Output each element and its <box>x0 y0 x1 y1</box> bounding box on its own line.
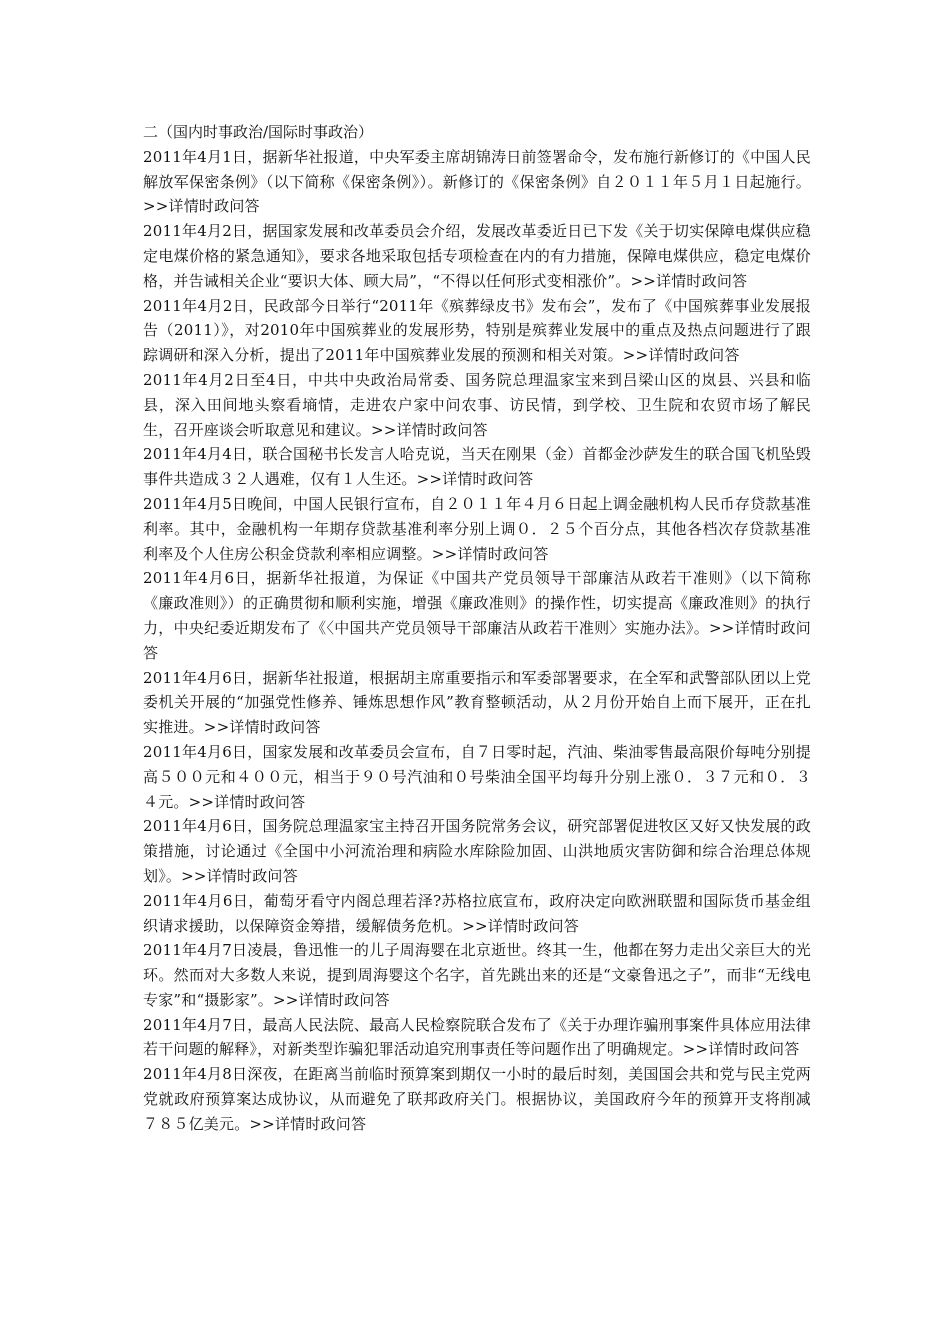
news-entry: 2011年4月2日，民政部今日举行“2011年《殡葬绿皮书》发布会”，发布了《中国殡葬事业发展报告（2011）》，对2010年中国殡葬业的发展形势，特别是殡葬业发展中的重点及热点问题进行了跟踪调研和深入分析，提出了2011年中国殡葬业发展的预测和相关对策。>>详情时政问答 <box>143 296 811 365</box>
news-entry: 2011年4月7日，最高人民法院、最高人民检察院联合发布了《关于办理诈骗刑事案件具体应用法律若干问题的解释》，对新类型诈骗犯罪活动追究刑事责任等问题作出了明确规定。>>详情时政问答 <box>143 1015 811 1059</box>
document-body <box>143 120 811 1137</box>
news-entry: 2011年4月2日，据国家发展和改革委员会介绍，发展改革委近日已下发《关于切实保障电煤供应稳定电煤价格的紧急通知》，要求各地采取包括专项检查在内的有力措施，保障电煤供应，稳定电煤价格，并告诫相关企业“要识大体、顾大局”，“不得以任何形式变相涨价”。>>详情时政问答 <box>143 222 811 290</box>
news-entry: 2011年4月6日，国务院总理温家宝主持召开国务院常务会议，研究部署促进牧区又好又快发展的政策措施，讨论通过《全国中小河流治理和病险水库除险加固、山洪地质灾害防御和综合治理总体规划》。>>详情时政问答 <box>143 817 811 885</box>
news-entry: 2011年4月6日，国家发展和改革委员会宣布，自７日零时起，汽油、柴油零售最高限价每吨分别提高５００元和４００元，相当于９０号汽油和０号柴油全国平均每升分别上涨０．３７元和０．３４元。>>详情时政问答 <box>143 742 811 811</box>
news-entry: 2011年4月6日，据新华社报道，为保证《中国共产党员领导干部廉洁从政若干准则》（以下简称《廉政准则》）的正确贯彻和顺利实施，增强《廉政准则》的操作性，切实提高《廉政准则》的执行力，中央纪委近期发布了《〈中国共产党员领导干部廉洁从政若干准则〉实施办法》。>>详情时政问答 <box>143 569 811 662</box>
news-entry: 2011年4月6日，据新华社报道，根据胡主席重要指示和军委部署要求，在全军和武警部队团以上党委机关开展的“加强党性修养、锤炼思想作风”教育整顿活动，从２月份开始自上而下展开，正在扎实推进。>>详情时政问答 <box>143 668 811 737</box>
news-entry: 2011年4月6日，葡萄牙看守内阁总理若泽?苏格拉底宣布，政府决定向欧洲联盟和国际货币基金组织请求援助，以保障资金筹措，缓解债务危机。>>详情时政问答 <box>143 891 811 935</box>
news-entry: 2011年4月8日深夜，在距离当前临时预算案到期仅一小时的最后时刻，美国国会共和党与民主党两党就政府预算案达成协议，从而避免了联邦政府关门。根据协议，美国政府今年的预算开支将削减７８５亿美元。>>详情时政问答 <box>143 1065 811 1133</box>
news-entry: 2011年4月5日晚间，中国人民银行宣布，自２０１１年４月６日起上调金融机构人民币存贷款基准利率。其中，金融机构一年期存贷款基准利率分别上调０．２５个百分点，其他各档次存贷款基准利率及个人住房公积金贷款利率相应调整。>>详情时政问答 <box>143 494 811 563</box>
news-entry: 2011年4月2日至4日，中共中央政治局常委、国务院总理温家宝来到吕梁山区的岚县、兴县和临县，深入田间地头察看墒情，走进农户家中问农事、访民情，到学校、卫生院和农贸市场了解民生，召开座谈会听取意见和建议。>>详情时政问答 <box>143 370 811 439</box>
news-entry: 2011年4月1日，据新华社报道，中央军委主席胡锦涛日前签署命令，发布施行新修订的《中国人民解放军保密条例》（以下简称《保密条例》）。新修订的《保密条例》自２０１１年５月１日起施行。>>详情时政问答 <box>143 147 811 216</box>
news-entry: 2011年4月7日凌晨，鲁迅惟一的儿子周海婴在北京逝世。终其一生，他都在努力走出父亲巨大的光环。然而对大多数人来说，提到周海婴这个名字，首先跳出来的还是“文豪鲁迅之子”，而非“无线电专家”和“摄影家”。>>详情时政问答 <box>143 941 811 1009</box>
section-heading: 二（国内时事政治/国际时事政治） <box>143 123 374 141</box>
news-entry: 2011年4月4日，联合国秘书长发言人哈克说，当天在刚果（金）首都金沙萨发生的联合国飞机坠毁事件共造成３２人遇难，仅有１人生还。>>详情时政问答 <box>143 445 811 489</box>
